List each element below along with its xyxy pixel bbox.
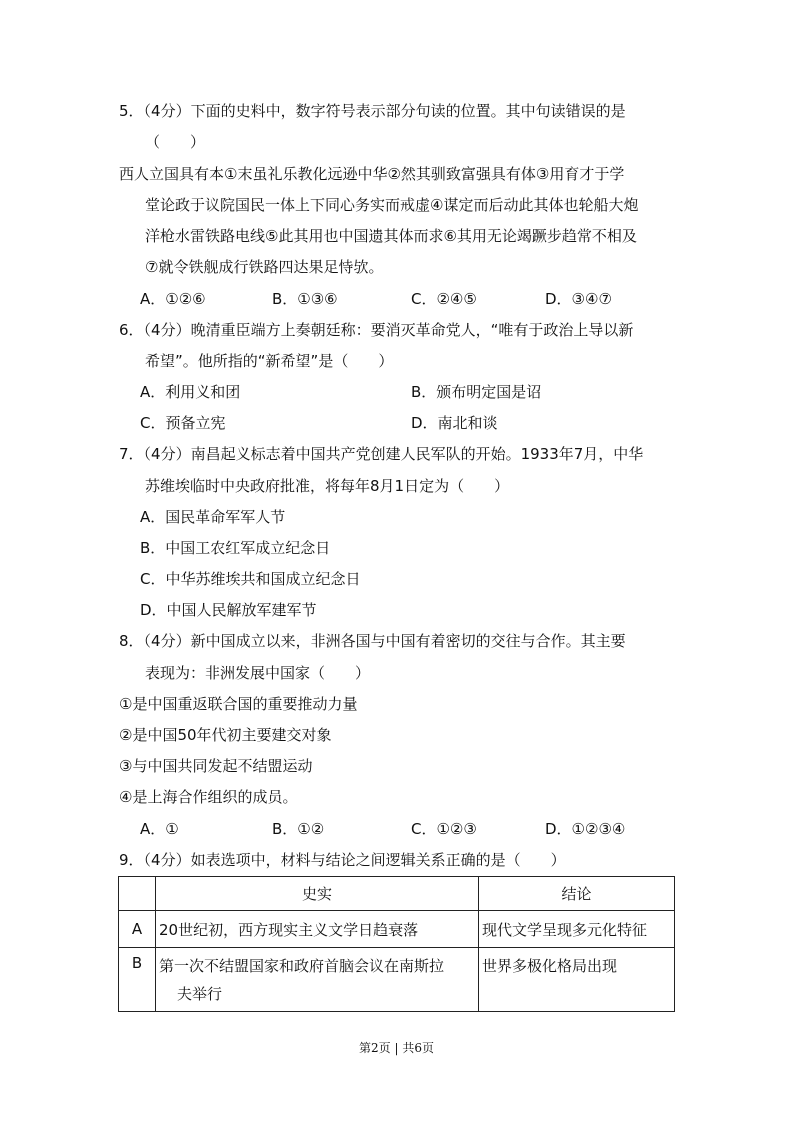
q5-passage-line3: 洋枪水雷铁路电线⑤此其用也中国遗其体而求⑥其用无论竭蹶步趋常不相及: [145, 227, 637, 245]
table-header-conclusion: 结论: [479, 877, 675, 911]
q7-stem-line2: 苏维埃临时中央政府批准，将每年8月1日定为（ ）: [145, 477, 510, 495]
q8-option-b[interactable]: B．①②: [272, 820, 325, 838]
q5-option-b[interactable]: B．①③⑥: [272, 290, 338, 308]
q6-option-a[interactable]: A．利用义和团: [140, 383, 241, 401]
q5-option-c[interactable]: C．②④⑤: [411, 290, 477, 308]
q5-stem-line1: 5．（4分）下面的史料中，数字符号表示部分句读的位置。其中句读错误的是: [119, 102, 626, 120]
q5-option-a[interactable]: A．①②⑥: [140, 290, 206, 308]
q7-option-d[interactable]: D．中国人民解放军建军节: [140, 601, 317, 619]
q7-option-a[interactable]: A．国民革命军军人节: [140, 508, 286, 526]
table-header-row: [119, 877, 675, 911]
q8-item-2: ②是中国50年代初主要建交对象: [119, 726, 332, 744]
q8-option-a[interactable]: A．①: [140, 820, 179, 838]
q6-stem-line1: 6．（4分）晚清重臣端方上奏朝廷称：要消灭革命党人，“唯有于政治上导以新: [119, 321, 634, 339]
q5-passage-line1: 西人立国具有本①末虽礼乐教化远逊中华②然其驯致富强具有体③用育才于学: [119, 165, 625, 183]
q8-stem-line2: 表现为：非洲发展中国家（ ）: [145, 664, 371, 682]
table-header-fact: 史实: [156, 877, 479, 911]
row-a-label: A: [119, 911, 156, 948]
q5-passage-line4: ⑦就令铁舰成行铁路四达果足恃欤。: [145, 258, 384, 276]
row-a-fact: 20世纪初，西方现实主义文学日趋衰落: [156, 911, 479, 948]
q5-passage-line2: 堂论政于议院国民一体上下同心务实而戒虚④谋定而后动此其体也轮船大炮: [145, 196, 639, 214]
q8-item-3: ③与中国共同发起不结盟运动: [119, 757, 313, 775]
table-row: [119, 948, 675, 1012]
table-header-empty: [119, 877, 156, 911]
q8-item-1: ①是中国重返联合国的重要推动力量: [119, 695, 358, 713]
row-b-fact: [156, 948, 479, 1012]
q6-option-d[interactable]: D．南北和谈: [411, 414, 498, 432]
q9-table: [118, 876, 675, 1012]
q8-stem-line1: 8．（4分）新中国成立以来，非洲各国与中国有着密切的交往与合作。其主要: [119, 632, 626, 650]
q5-stem-line2: （ ）: [145, 133, 206, 151]
row-a-conclusion: 现代文学呈现多元化特征: [479, 911, 675, 948]
q7-stem-line1: 7．（4分）南昌起义标志着中国共产党创建人民军队的开始。1933年7月，中华: [119, 445, 644, 463]
row-b-fact-line2: 夫举行: [177, 985, 223, 1003]
row-b-label: B: [119, 948, 156, 1012]
row-b-fact-line1: 第一次不结盟国家和政府首脑会议在南斯拉: [159, 957, 445, 975]
row-b-conclusion: 世界多极化格局出现: [479, 948, 675, 1012]
page-footer: 第2页 | 共6页: [359, 1041, 434, 1055]
q5-option-d[interactable]: D．③④⑦: [545, 290, 612, 308]
q6-option-b[interactable]: B．颁布明定国是诏: [411, 383, 542, 401]
table-row: [119, 911, 675, 948]
q6-stem-line2: 希望”。他所指的“新希望”是（ ）: [145, 352, 394, 370]
q9-stem: 9．（4分）如表选项中，材料与结论之间逻辑关系正确的是（ ）: [119, 851, 566, 869]
q8-option-c[interactable]: C．①②③: [411, 820, 477, 838]
q7-option-c[interactable]: C．中华苏维埃共和国成立纪念日: [140, 570, 361, 588]
q6-option-c[interactable]: C．预备立宪: [140, 414, 226, 432]
q8-option-d[interactable]: D．①②③④: [545, 820, 626, 838]
q7-option-b[interactable]: B．中国工农红军成立纪念日: [140, 539, 331, 557]
q8-item-4: ④是上海合作组织的成员。: [119, 788, 298, 806]
